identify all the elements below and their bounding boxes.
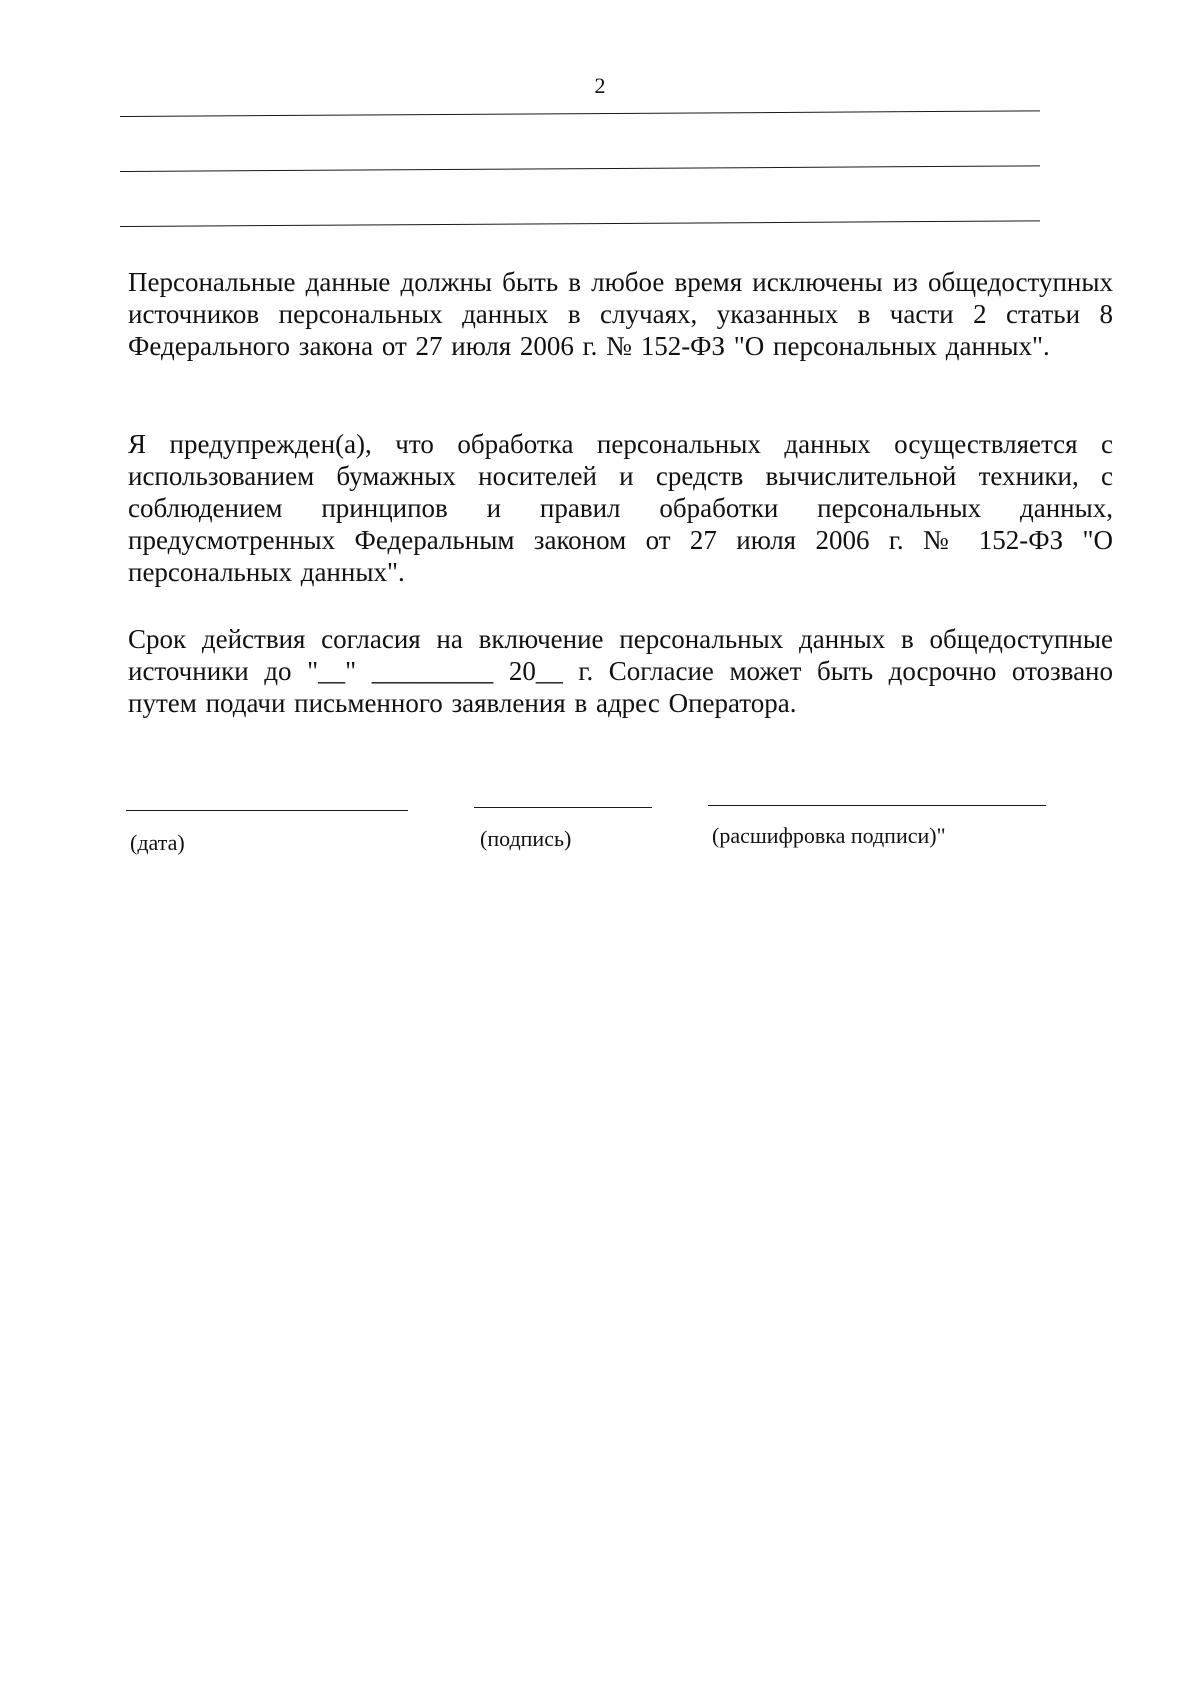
paragraph-exclusion: Персональные данные должны быть в любое время исключены из общедоступных источников персональных данных в случаях, указанных в части 2 статьи 8 Федерального закона от 27 июля 2006 г. № 152-ФЗ "О персональных данных". — [128, 267, 1113, 361]
blank-line-3 — [120, 220, 1040, 227]
signature-caption: (подпись) — [480, 826, 572, 851]
date-caption: (дата) — [130, 830, 185, 855]
decoding-line — [708, 805, 1046, 806]
paragraph-term: Срок действия согласия на включение персональных данных в общедоступные источники до "__" _________ 20__ г. Согласие может быть досрочно отозвано путем подачи письменного заявления в адрес Оператора. — [128, 624, 1113, 718]
paragraph-warning: Я предупрежден(а), что обработка персональных данных осуществляется с использованием бумажных носителей и средств вычислительной техники, с соблюдением принципов и правил обработки персональных данных, предусмотренных Федеральным законом от 27 июля 2006 г. № 152-ФЗ "О персональных данных". — [128, 429, 1113, 587]
signature-line — [474, 807, 652, 808]
blank-line-1 — [120, 110, 1040, 117]
decoding-caption: (расшифровка подписи)" — [712, 823, 946, 848]
page-number: 2 — [594, 73, 606, 98]
blank-line-2 — [120, 165, 1040, 172]
date-line — [126, 810, 408, 811]
